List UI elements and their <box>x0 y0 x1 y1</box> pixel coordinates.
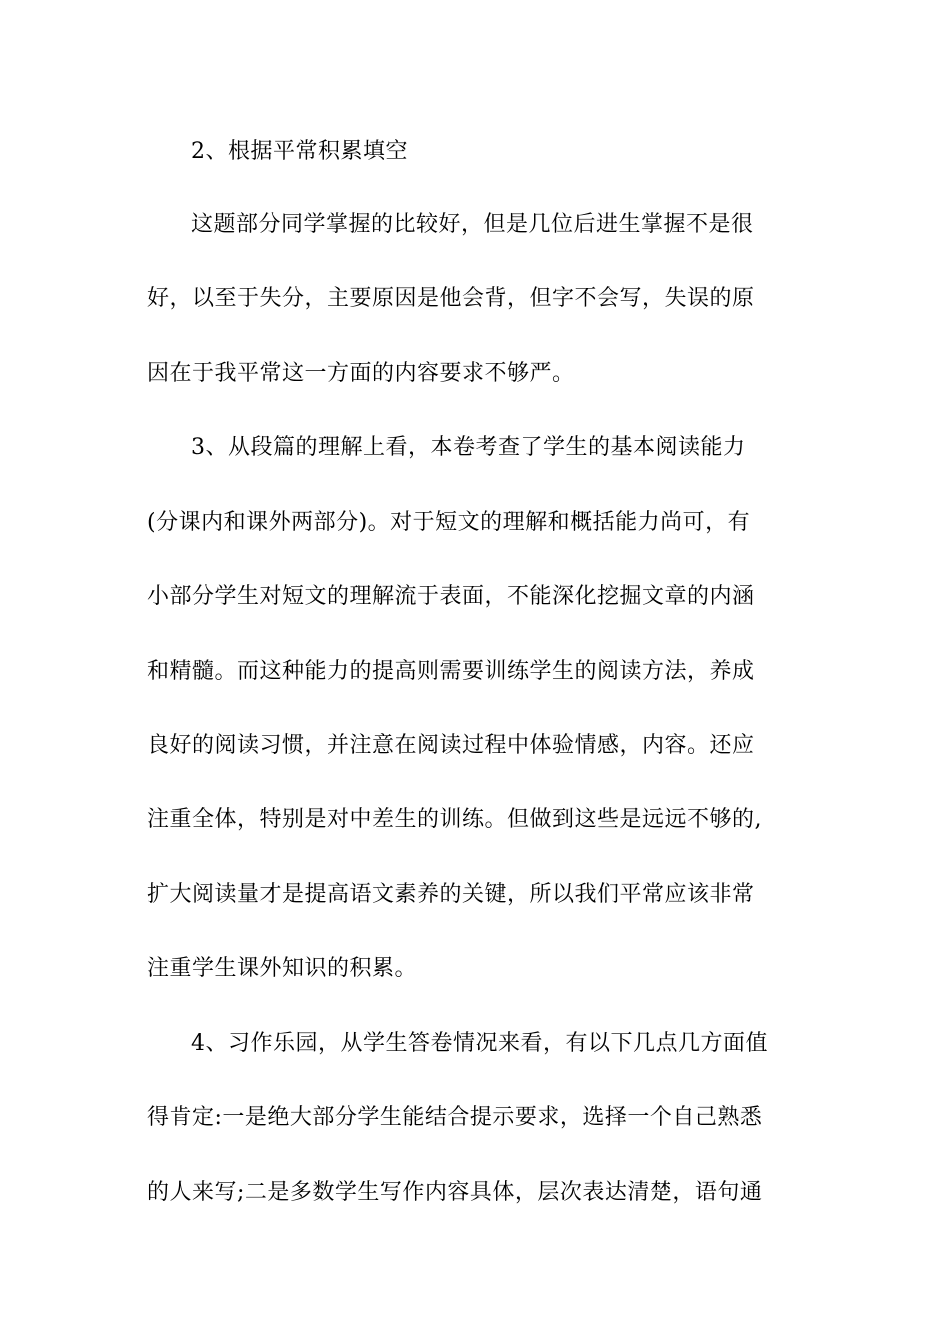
paragraph-line: 得肯定:一是绝大部分学生能结合提示要求，选择一个自己熟悉 <box>147 1105 763 1130</box>
paragraph-line: 因在于我平常这一方面的内容要求不够严。 <box>147 361 575 386</box>
paragraph-line: 良好的阅读习惯，并注意在阅读过程中体验情感，内容。还应 <box>147 733 755 758</box>
paragraph-line: 的人来写;二是多数学生写作内容具体，层次表达清楚，语句通 <box>147 1180 763 1205</box>
heading-item-2: 2、根据平常积累填空 <box>191 139 408 164</box>
paragraph-line: 注重全体，特别是对中差生的训练。但做到这些是远远不够的, <box>147 807 762 832</box>
paragraph-line: 注重学生课外知识的积累。 <box>147 956 418 981</box>
heading-item-4: 4、习作乐园，从学生答卷情况来看，有以下几点几方面值 <box>191 1031 768 1056</box>
paragraph-line: 小部分学生对短文的理解流于表面，不能深化挖掘文章的内涵 <box>147 584 755 609</box>
paragraph-line: 好，以至于失分，主要原因是他会背，但字不会写，失误的原 <box>147 286 755 311</box>
heading-item-3: 3、从段篇的理解上看，本卷考查了学生的基本阅读能力 <box>191 435 746 460</box>
paragraph-line: (分课内和课外两部分)。对于短文的理解和概括能力尚可，有 <box>147 510 751 535</box>
paragraph-line: 扩大阅读量才是提高语文素养的关键，所以我们平常应该非常 <box>147 882 755 907</box>
paragraph-line: 和精髓。而这种能力的提高则需要训练学生的阅读方法，养成 <box>147 659 755 684</box>
paragraph-line: 这题部分同学掌握的比较好，但是几位后进生掌握不是很 <box>191 212 754 237</box>
